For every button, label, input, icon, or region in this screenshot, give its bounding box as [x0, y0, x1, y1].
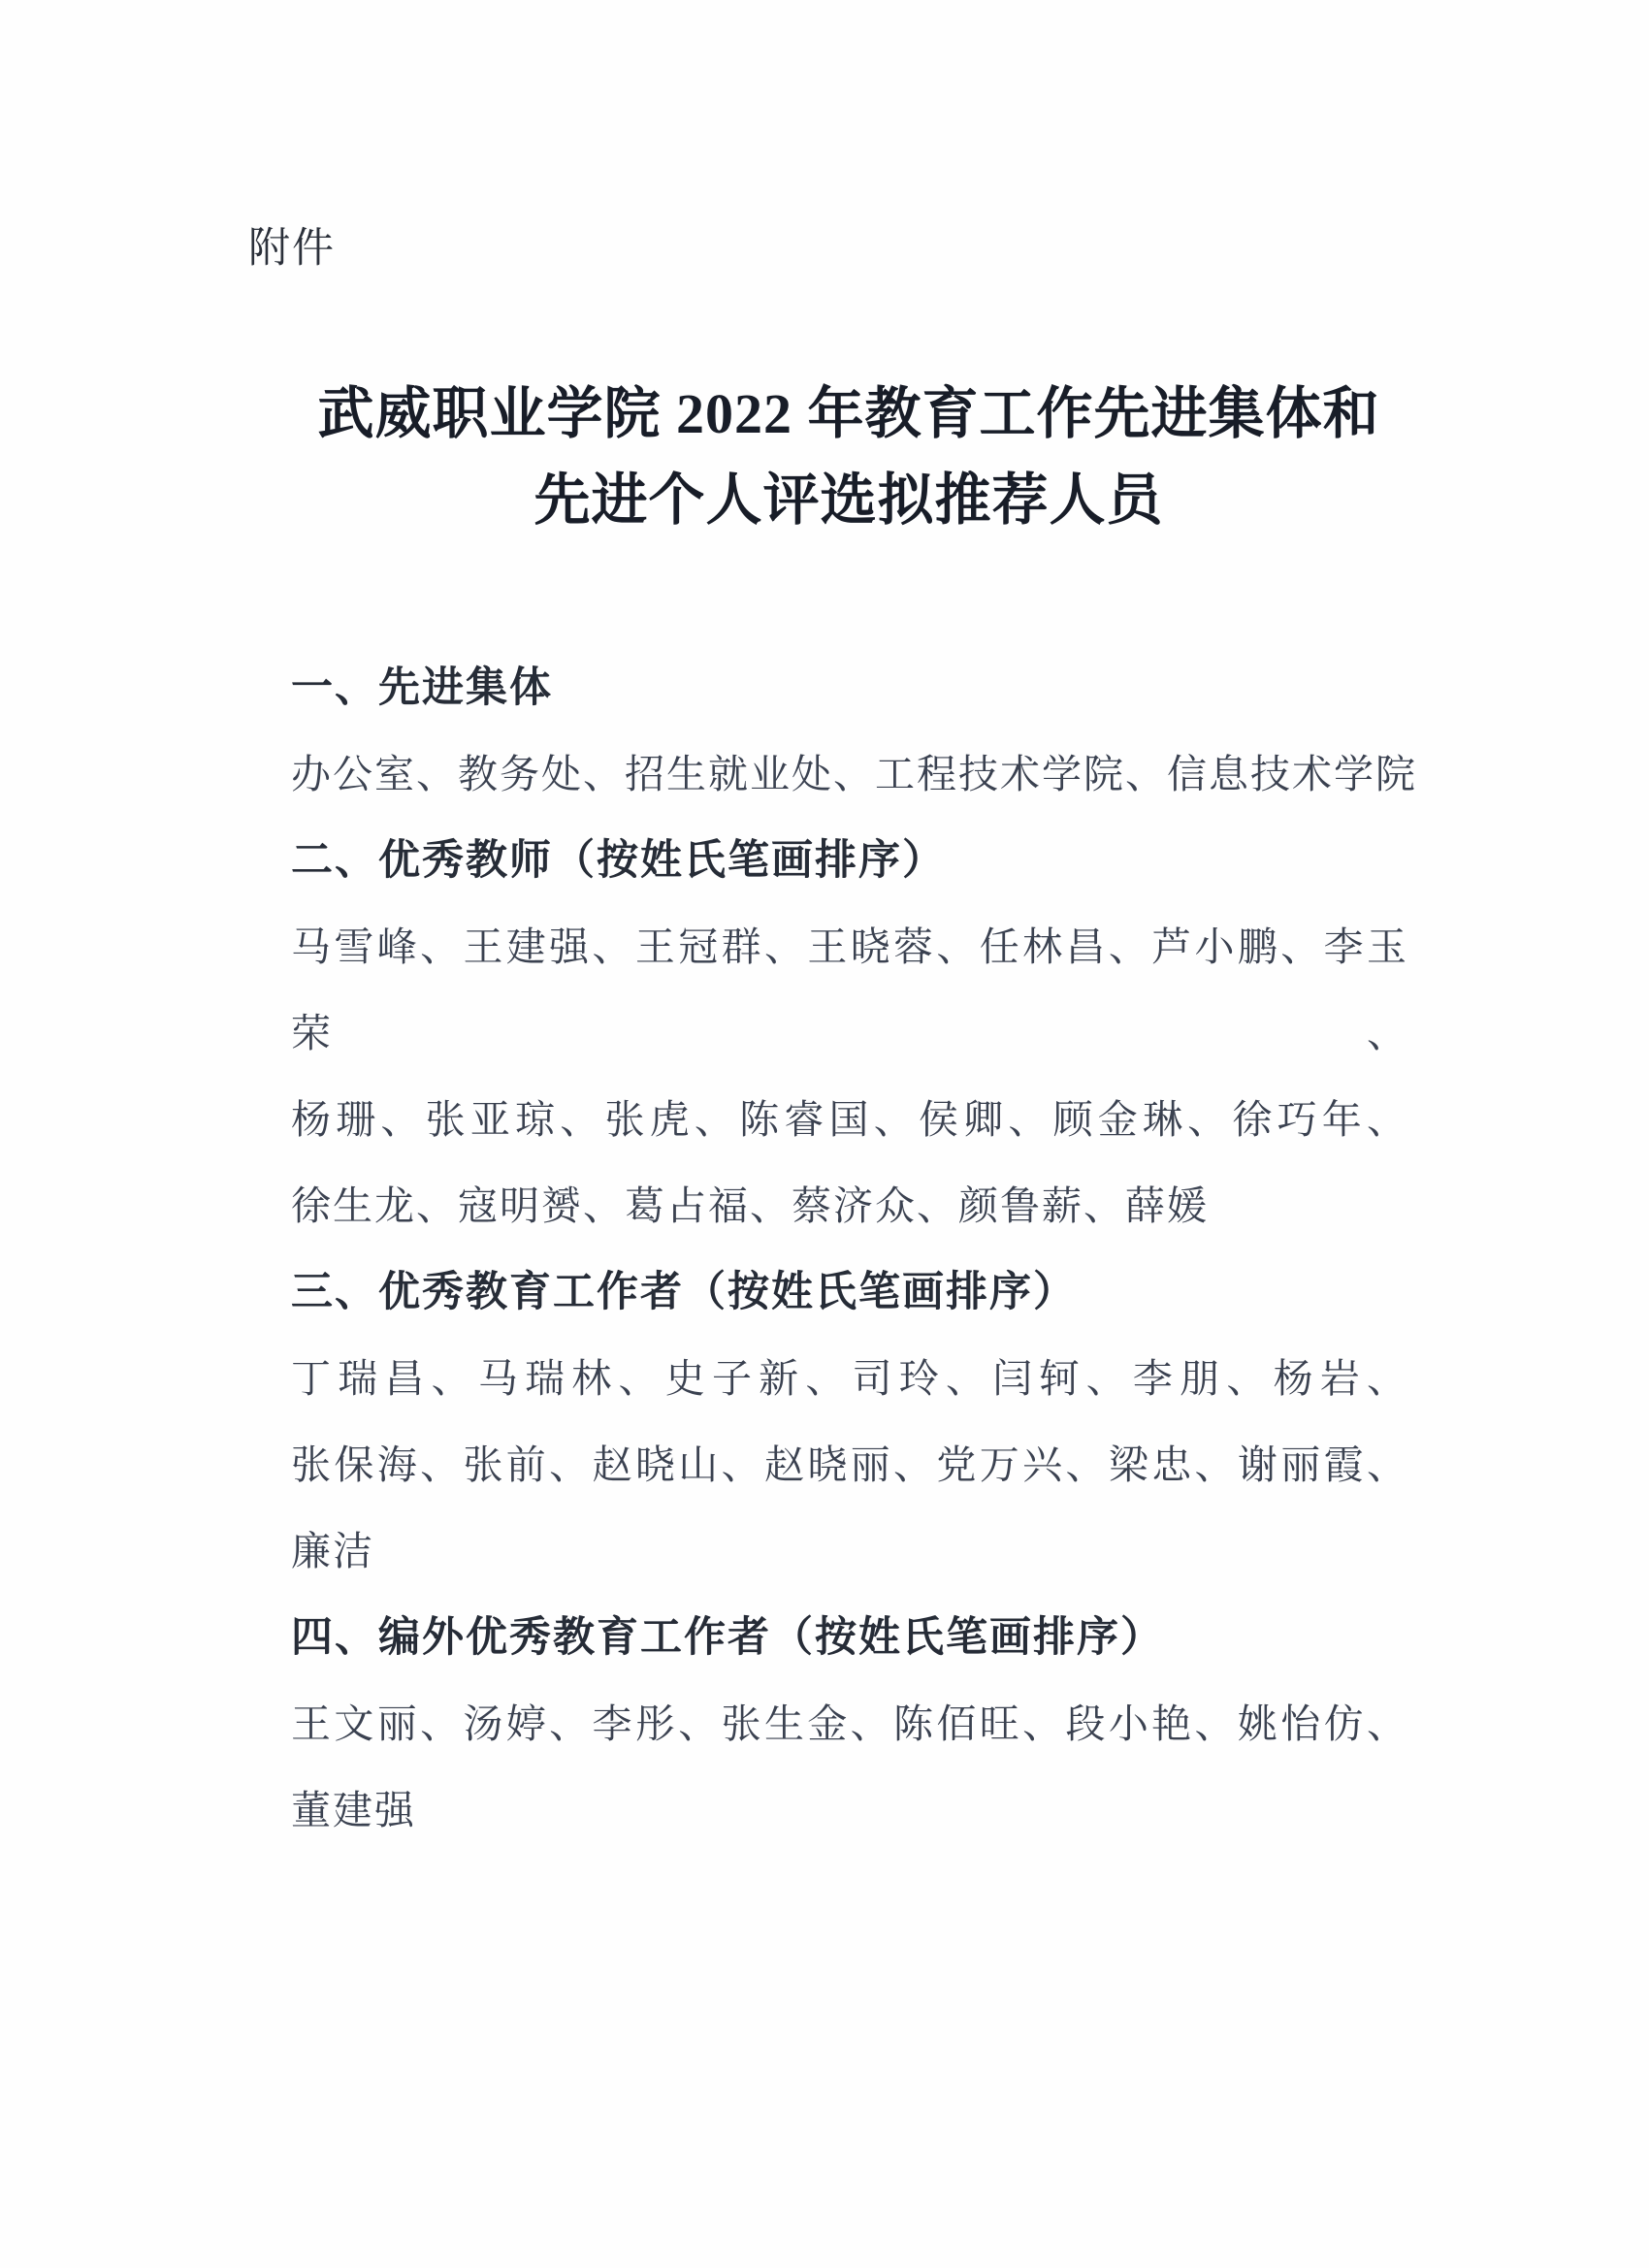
section-3-names-line-1: 丁瑞昌、马瑞林、史子新、司玲、闫轲、李朋、杨岩、 — [291, 1356, 1408, 1401]
section-2-names-line-3: 徐生龙、寇明赟、葛占福、蔡济众、颜鲁薪、薛媛 — [291, 1183, 1209, 1228]
section-2-heading: 二、优秀教师（按姓氏笔画排序） — [291, 837, 946, 884]
document-title-line-2: 先进个人评选拟推荐人员 — [534, 469, 1164, 532]
section-4-names-line-2: 董建强 — [291, 1788, 416, 1832]
section-4-names-line-1: 王文丽、汤婷、李彤、张生金、陈佰旺、段小艳、姚怡仿、 — [291, 1701, 1408, 1746]
document-title — [281, 371, 1416, 543]
section-1-heading: 一、先进集体 — [291, 664, 553, 711]
section-4-heading: 四、编外优秀教育工作者（按姓氏笔画排序） — [291, 1614, 1164, 1661]
section-3-names-line-2: 张保海、张前、赵晓山、赵晓丽、党万兴、梁忠、谢丽霞、 — [291, 1442, 1408, 1487]
section-2-names-line-2: 杨珊、张亚琼、张虎、陈睿国、侯卿、顾金琳、徐巧年、 — [291, 1097, 1408, 1142]
section-3-names-line-3: 廉洁 — [291, 1529, 374, 1573]
section-2-names-line-1: 马雪峰、王建强、王冠群、王晓蓉、任林昌、芦小鹏、李玉荣、 — [291, 924, 1408, 1055]
document-body — [291, 645, 1417, 1854]
section-3-heading: 三、优秀教育工作者（按姓氏笔画排序） — [291, 1269, 1077, 1315]
section-1-collectives-line: 办公室、教务处、招生就业处、工程技术学院、信息技术学院 — [291, 752, 1417, 796]
document-title-line-1: 武威职业学院 2022 年教育工作先进集体和 — [317, 382, 1380, 445]
attachment-label: 附件 — [248, 225, 336, 272]
